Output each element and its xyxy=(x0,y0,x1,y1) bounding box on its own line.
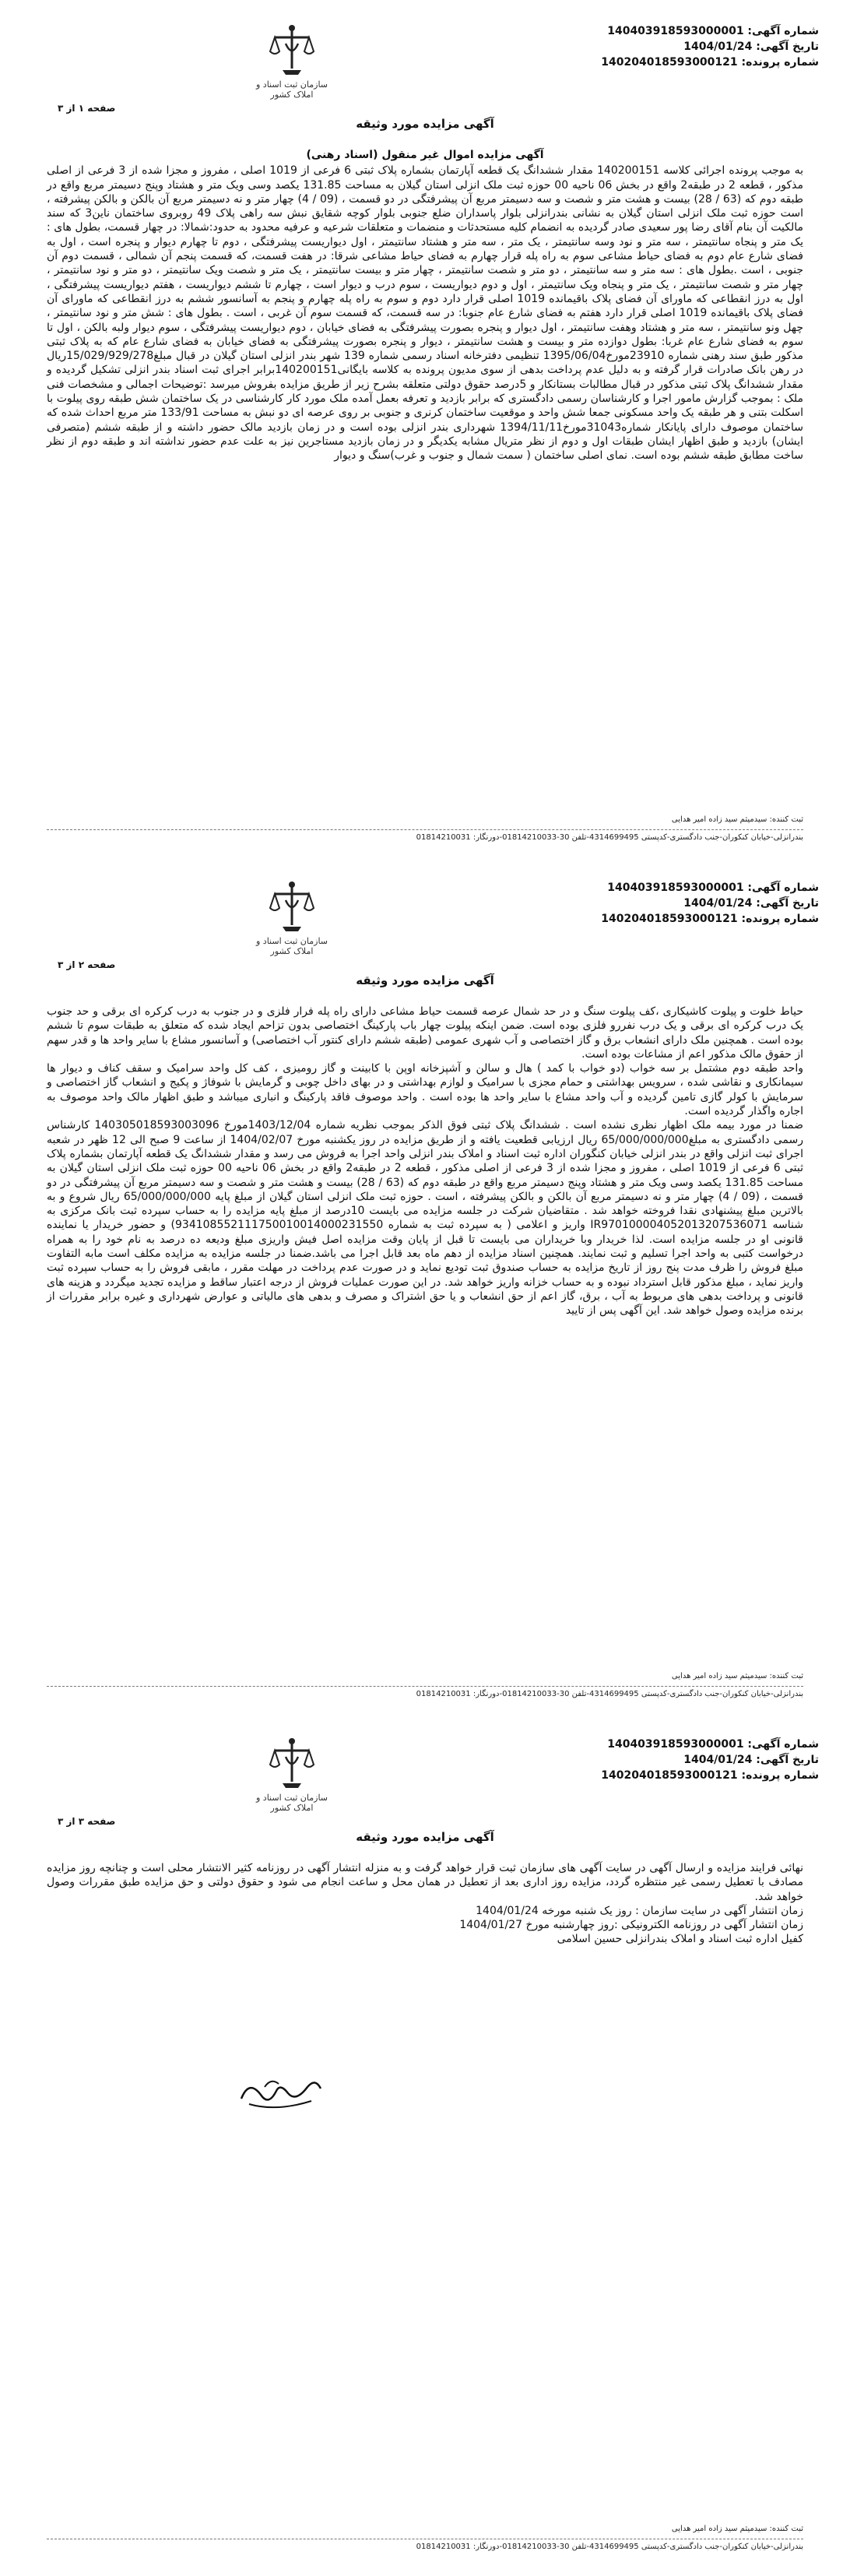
file-number: شماره پرونده: 140204018593000121 xyxy=(601,1769,819,1782)
notice-number: شماره آگهی: 140403918593000001 xyxy=(607,25,819,37)
publish-date-site: زمان انتشار آگهی در سایت سازمان : روز یک شنبه مورخه 1404/01/24 xyxy=(476,1904,803,1917)
scales-emblem-icon xyxy=(269,23,315,78)
body-heading: آگهی مزایده اموال غیر منقول (اسناد رهنی) xyxy=(306,149,544,161)
page-header xyxy=(0,857,850,973)
notice-title: آگهی مزایده مورد وثیقه xyxy=(356,973,494,987)
office-address: بندرانزلی-خیابان کنکوران-جنب دادگستری-کدپستی 4314699495-تلفن 30-01814210033-دورنگار: 01814210031 xyxy=(416,1690,803,1698)
body-paragraph: نهائی فرایند مزایده و ارسال آگهی در سایت آگهی های سازمان ثبت قرار خواهد گرفت و به منزله انتشار آگهی در روزنامه کثیر الانتشار محلی است و چنانچه روز مزایده مصادف با تعطیل رسمی غیر منتظره گردد، مزایده روز اداری بعد از تعطیل در همان محل و ساعت انجام می شود و حقوق دولتی و حق مزایده طبق مقررات وصول خواهد شد. xyxy=(47,1862,803,1903)
notice-page-3 xyxy=(0,1713,850,2576)
notice-date: تاریخ آگهی: 1404/01/24 xyxy=(683,1754,819,1766)
signatory: کفیل اداره ثبت اسناد و املاک بندرانزلی حسین اسلامی xyxy=(557,1933,803,1946)
notice-meta xyxy=(601,1737,819,1783)
page-footer xyxy=(47,2523,803,2553)
office-address: بندرانزلی-خیابان کنکوران-جنب دادگستری-کدپستی 4314699495-تلفن 30-01814210033-دورنگار: 01814210031 xyxy=(416,833,803,842)
registrar-line: ثبت کننده: سیدمیثم سید زاده امیر هدایی xyxy=(671,1672,803,1680)
notice-body xyxy=(47,1005,803,1318)
footer-divider xyxy=(47,1686,803,1687)
notice-meta xyxy=(601,23,819,70)
publish-date-newspaper: زمان انتشار آگهی در روزنامه الکترونیکی :روز چهارشنبه مورخ 1404/01/27 xyxy=(459,1919,803,1932)
org-name: سازمان ثبت اسناد و املاک کشور xyxy=(255,79,328,100)
emblem xyxy=(245,1737,339,1813)
page-number: صفحه ۳ از ۳ xyxy=(58,1816,116,1827)
office-address: بندرانزلی-خیابان کنکوران-جنب دادگستری-کدپستی 4314699495-تلفن 30-01814210033-دورنگار: 01814210031 xyxy=(416,2543,803,2551)
emblem xyxy=(245,880,339,956)
scales-emblem-icon xyxy=(269,1737,315,1791)
registrar-line: ثبت کننده: سیدمیثم سید زاده امیر هدایی xyxy=(671,815,803,824)
emblem xyxy=(245,23,339,100)
body-paragraph: واحد طبقه دوم مشتمل بر سه خواب (دو خواب با کمد ) هال و سالن و آشپزخانه اوپن با کابینت و گاز رومیزی ، کف کل واحد سرامیک و سقف کناف و دیوار ها سیمانکاری و نقاشی شده ، سرویس بهداشتی و حمام مجزی با سرامیک و لوازم بهداشتی و در بهای داخل چوبی و گرمایش با شوفاژ و پکیج و انشعاب گاز اختصاصی و سرمایش با کولر گازی تامین گردیده و آب واحد مشاع با سایر واحد ها بوده است . واحد موصوف فاقد پارکینگ و انباری میباشد و طبق اظهار مالک واحد موصوف به اجاره واگذار گردیده است. xyxy=(47,1062,803,1118)
body-paragraph: ضمنا در مورد بیمه ملک اظهار نظری نشده است . ششدانگ پلاک ثبتی فوق الذکر بموجب نظریه شماره 1403/12/04مورخ 140305018593003096 کارشناس رسمی دادگستری به مبلغ65/000/000/000 ریال ارزیابی قطعیت یافته و از طریق مزایده در روز یکشنبه مورخ 1404/02/07 از ساعت 9 صبح الی 12 ظهر در شعبه اجرای ثبت انزلی واقع در بندر انزلی خیابان کنگوران اداره ثبت اسناد و املاک بندر انزلی واحد اجرا به فروش می رسد و مقدار ششدانگ یک قطعه آپارتمان بشماره پلاک ثبتی 6 فرعی از 1019 اصلی ، مفروز و مجزا شده از 3 فرعی از اصلی مذکور ، قطعه 2 در طبقه2 واقع در بخش 06 ناحیه 00 حوزه ثبت ملک انزلی استان گیلان به مساحت 131.85 یکصد وسی ویک متر و هشتاد وپنج دسیمتر مربع واقع در طبقه دوم که (63 / 28) بیست و هشت متر و شصت و سه دسیمتر مربع آن پیشرفتگی در دو قسمت ، (09 / 4) چهار متر و نه دسیمتر مربع آن بالکن و بالکن پیشرفته ، است . حوزه ثبت ملک انزلی استان گیلان از مبلغ پایه 65/000/000/000 ریال شروع و به بالاترین مبلغ پیشنهادی نقدا فروخته خواهد شد . متقاضیان شرکت در جلسه مزایده می بایست 10درصد از مبلغ پایه مزایده را به حساب سپرده ثبت بانک مرکزی به شناسه IR970100004052013207536071 واریز و اعلامی ( به سپرده ثبت به شماره 934108552111750010014000231550) و حضور خریدار یا نماینده قانونی او در جلسه مزایده است. لذا خریدار وبا خریداران می بایست تا قبل از پایان وقت مزایده اصل فیش واریزی مبلغ ودیعه ده درصد به نام خود را به همراه درخواست کتبی به واحد اجرا تسلیم و ثبت نمایند. همچنین اسناد مزایده از دهم ماه بعد قابل اجرا می باشد.ضمنا در جلسه مزایده به مزایده مکلف است مابه التفاوت مبلغ فروش را ظرف مدت پنج روز از تاریخ مزایده به حساب صندوق ثبت تودیع نماید و در صورت عدم پرداخت در مهلت مقرر ، مابقی فروش را به حساب سپرده ثبت واریز نماید ، مبلغ مذکور قابل استرداد نبوده و به حساب خزانه واریز خواهد شد. در این صورت عملیات فروش از درجه اعتبار ساقط و مزایده تجدید میگردد و هزینه های قانونی و پرداخت بدهی های مربوط به آب ، برق، گاز اعم از حق انشعاب و یا حق اشتراک و مصرف و بدهی های مالیاتی و عوارض شهرداری و غیره برابر مقررات از برنده مزایده وصول خواهد شد. این آگهی پس از تایید xyxy=(47,1119,804,1318)
notice-date: تاریخ آگهی: 1404/01/24 xyxy=(683,897,819,910)
file-number: شماره پرونده: 140204018593000121 xyxy=(601,913,819,925)
registrar-line: ثبت کننده: سیدمیثم سید زاده امیر هدایی xyxy=(671,2525,803,2533)
page-header xyxy=(0,0,850,117)
notice-page-2 xyxy=(0,857,850,1713)
page-number: صفحه ۱ از ۳ xyxy=(58,103,116,114)
body-paragraph: حیاط خلوت و پیلوت کاشیکاری ،کف پیلوت سنگ و در حد شمال عرصه قسمت حیاط مشاعی دارای راه پله فرار فلزی و در جنوب به درب کرکره ای برقی و حد جنوب یک درب کرکره ای برقی و یک درب نفررو فلزی بوده است. ضمن اینکه پیلوت چهار باب پارکینگ اختصاصی بدون تزاحم ایجاد شده که متعلق به طبقات سوم تا ششم بوده است . همچنین ملک دارای انشعاب برق و گاز اختصاصی و آب شهری عمومی (طبقه ششم دارای کنتور آب اختصاصی) و آسانسور مشاع با سایر واحد ها و قدر سهم از حقوق مالک مذکور اعم از مشاعات بوده است. xyxy=(47,1005,803,1061)
notice-date: تاریخ آگهی: 1404/01/24 xyxy=(683,40,819,53)
notice-page-1 xyxy=(0,0,850,857)
page-number: صفحه ۲ از ۳ xyxy=(58,959,116,970)
org-name: سازمان ثبت اسناد و املاک کشور xyxy=(255,1793,328,1813)
notice-number: شماره آگهی: 140403918593000001 xyxy=(607,882,819,894)
notice-body xyxy=(47,1861,803,1947)
body-paragraph: به موجب پرونده اجرائی کلاسه 140200151 مقدار ششدانگ یک قطعه آپارتمان بشماره پلاک ثبتی 6 فرعی از 1019 اصلی ، مفروز و مجزا شده از 3 فرعی از اصلی مذکور ، قطعه 2 در طبقه2 واقع در بخش 06 ناحیه 00 حوزه ثبت ملک انزلی استان گیلان به مساحت 131.85 یکصد وسی ویک متر و هشتاد وپنج دسیمتر مربع واقع در طبقه دوم که (63 / 28) بیست و هشت متر و شصت و سه دسیمتر مربع آن پیشرفتگی در دو قسمت ، (09 / 4) چهار متر و نه دسیمتر مربع آن بالکن و بالکن پیشرفته ، است حوزه ثبت ملک انزلی استان گیلان به نشانی بندرانزلی بلوار پاسداران ضلع جنوبی بلوار کوچه شقایق نبش سه راهی پلاک 49 روبروی ساختمان ناین3 که سند مالکیت آن بنام آقای رضا پور سعیدی صادر گردیده به انضمام کلیه مستحدثات و منضمات و متعلقات شرعیه و عرفیه محدود به حدود:شمالا: در چهار قسمت، بطول های : یک متر و پنجاه سانتیمتر ، سه متر و نود وسه سانتیمتر ، یک متر ، سه متر و هشتاد سانتیمتر ، اول دیواریست پیشرفتگی ، دوم تا چهارم دیوار و پنجره است ، اول به فضای شارع عام دوم به فضای حیاط مشاعی سوم به راه پله قرار چهارم به فضای حیاط مشاعی شرقا: در هفت قسمت، که قسمت پنجم آن شمالی ، قسمت دوم آن جنوبی ، است .بطول های : سه متر و سه سانتیمتر ، دو متر و شصت سانتیمتر ، چهار متر و بیست سانتیمتر ، یک متر و شصت ویک سانتیمتر ، دو متر و نود سانتیمتر ، چهار متر و شصت سانتیمتر ، یک متر و پنجاه ویک سانتیمتر ، اول و دوم دیواریست ، سوم درب و دیوار است ، چهارم تا ششم دیواریست ، هفتم دیواریست پیشرفتگی ، اول به درز انقطاعی که ماورای آن فضای پلاک باقیمانده 1019 اصلی قرار دارد دوم و سوم به راه پله چهارم و پنجم به آسانسور ششم به درز انقطاعی که ماورای آن فضای پلاک باقیمانده 1019 اصلی قرار دارد هفتم به فضای شارع عام جنوبا: در سه قسمت، که قسمت سوم آن غربی ، است . بطول های : شش متر و نود سانتیمتر ، چهل ونو سانتیمتر ، سه متر و هشتاد وهفت سانتیمتر ، اول دیوار و پنجره بصورت پیشرفتگی به فضای خیابان ، دوم دیواریست پیشرفتگی ، سوم دیوار ولبه بالکن ، اول تا سوم به فضای شارع عام غربا: بطول دوازده متر و بیست و هشت سانتیمتر ، دیوار و پنجره بصورت پیشرفتگی به فضای خیابان به فضای شارع عام که به پلاک ثبتی مذکور طبق سند رهنی شماره 23910مورخ1395/06/04 تنظیمی دفترخانه اسناد رسمی شماره 139 شهر بندر انزلی استان گیلان در قبال مبلغ15/029/929/278ریال در رهن بانک صادرات قرار گرفته و به دلیل عدم پرداخت بدهی از سوی مدیون پرونده به کلاسه بایگانی140200151برابر اجرای ثبت اسناد بندر انزلی تشکیل گردیده و مقدار ششدانگ پلاک ثبتی مذکور در قبال مطالبات بستانکار و 5درصد حقوق دولتی متعلقه بشرح زیر از طریق مزایده بفروش میرسد :توضیحات اجمالی و مشخصات فنی ملک : بموجب گزارش مامور اجرا و کارشناسان رسمی دادگستری که برابر بازدید و تعرفه بعمل آمده ملک مورد کار کارشناسی در یک ساختمان شش طبقه روی پیلوت با اسکلت بتنی و هر طبقه یک واحد مسکونی جمعا شش واحد و موقعیت ساختمان کرنری و جنوبی بر روی عرصه ای دو نبش به مساحت 133/91 متر مربع احداث شده که ساختمان موصوف دارای پایانکار شماره31043مورخ1394/11/11 شهرداری بندر انزلی بوده است و در زمان بازدید مالک حضور داشته و از طبقه ششم (متصرفی ایشان) بازدید و طبق اظهار ایشان طبقات اول و دوم از نظر متریال مشابه یکدیگر و در زمان بازدید مستاجرین نیز به علت عدم حضور نداشته اند و طبقه دوم از نظر ساخت مطابق طبقه ششم بوده است. نمای اصلی ساختمان ( سمت شمال و جنوب و غرب)سنگ و دیوار xyxy=(47,164,804,463)
notice-number: شماره آگهی: 140403918593000001 xyxy=(607,1738,819,1751)
page-footer xyxy=(47,1670,803,1701)
page-footer xyxy=(47,814,803,844)
org-name: سازمان ثبت اسناد و املاک کشور xyxy=(255,936,328,956)
scales-emblem-icon xyxy=(269,880,315,934)
footer-divider xyxy=(47,829,803,830)
page-header xyxy=(0,1713,850,1830)
signature-icon xyxy=(234,2064,327,2118)
notice-body xyxy=(47,148,803,463)
notice-title: آگهی مزایده مورد وثیقه xyxy=(356,117,494,131)
notice-meta xyxy=(601,880,819,927)
file-number: شماره پرونده: 140204018593000121 xyxy=(601,56,819,69)
notice-title: آگهی مزایده مورد وثیقه xyxy=(356,1830,494,1844)
